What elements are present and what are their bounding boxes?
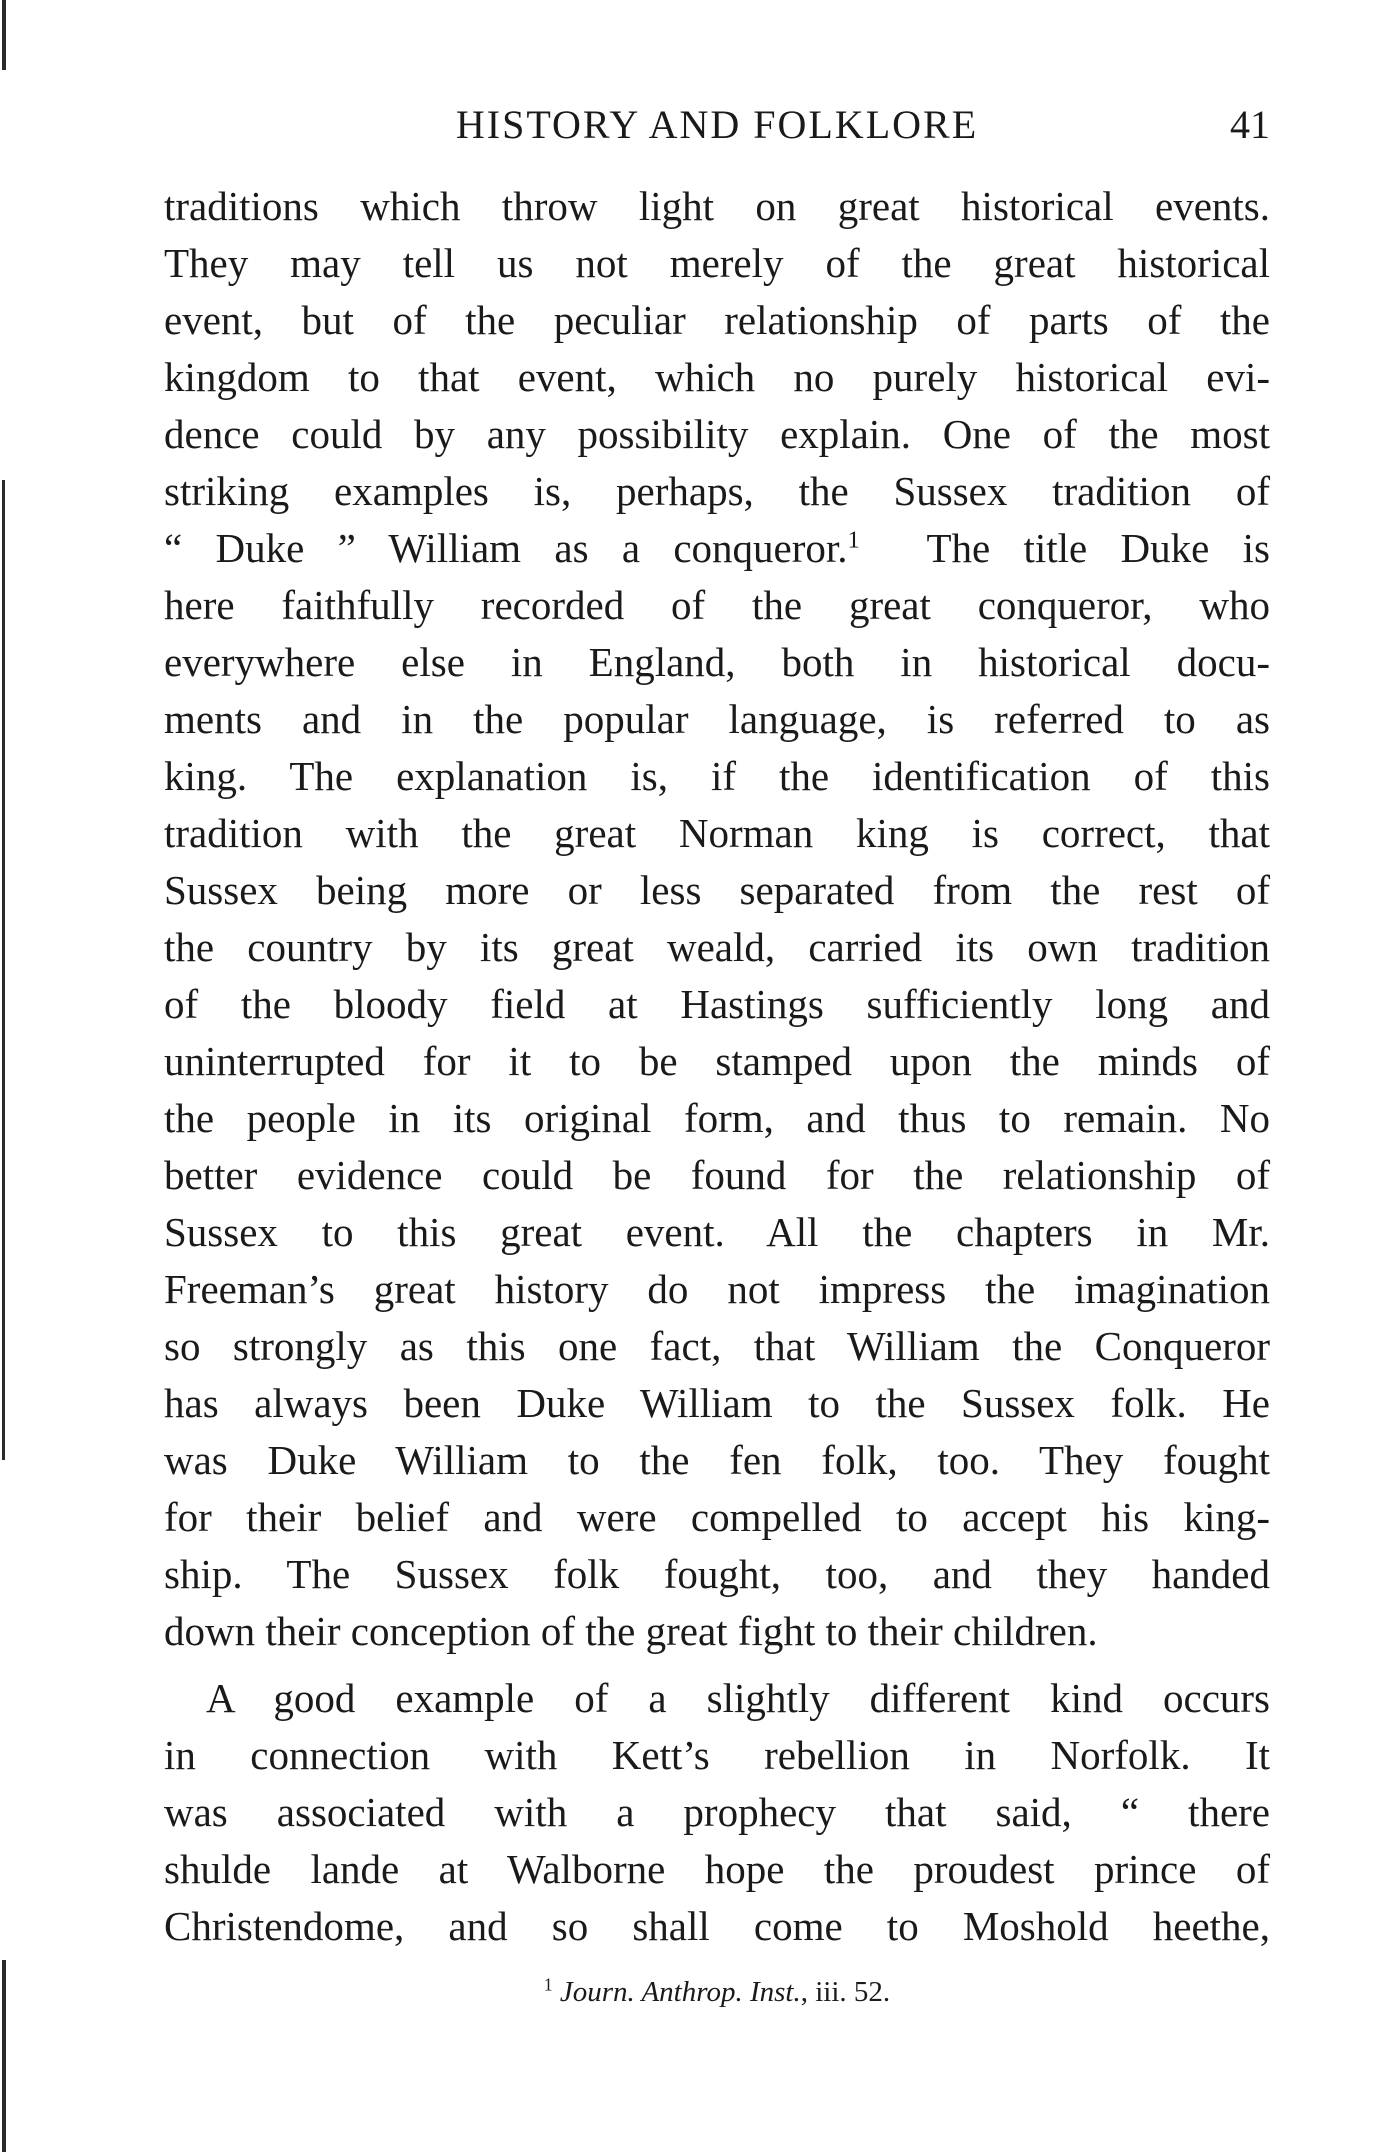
text-line: ments and in the popular language, is referred to as bbox=[164, 696, 1270, 742]
text-line: Christendome, and so shall come to Moshold heethe, bbox=[164, 1903, 1270, 1949]
text-line: A good example of a slightly different kind occurs bbox=[206, 1675, 1270, 1721]
text-line: of the bloody field at Hastings sufficiently long and bbox=[164, 981, 1270, 1027]
text-line: everywhere else in England, both in historical docu- bbox=[164, 639, 1270, 685]
paragraph-1 bbox=[164, 178, 1270, 1660]
footnote bbox=[164, 1972, 1270, 2012]
text-line: traditions which throw light on great historical events. bbox=[164, 183, 1270, 229]
binding-edge bbox=[0, 0, 14, 2152]
text-line: kingdom to that event, which no purely historical evi- bbox=[164, 354, 1270, 400]
body-text bbox=[164, 178, 1270, 1955]
text-line: better evidence could be found for the relationship of bbox=[164, 1152, 1270, 1198]
text-line: the people in its original form, and thus to remain. No bbox=[164, 1095, 1270, 1141]
footnote-citation: , iii. 52. bbox=[800, 1976, 891, 2008]
text-segment: “ Duke ” William as a conqueror. bbox=[164, 525, 848, 571]
text-line: Freeman’s great history do not impress the imagination bbox=[164, 1266, 1270, 1312]
text-line: Sussex to this great event. All the chapters in Mr. bbox=[164, 1209, 1270, 1255]
text-line: in connection with Kett’s rebellion in Norfolk. It bbox=[164, 1732, 1270, 1778]
binding-shadow-mid bbox=[2, 480, 5, 1460]
text-line-with-footnote-ref bbox=[164, 520, 1270, 577]
text-line: was associated with a prophecy that said, “ there bbox=[164, 1789, 1270, 1835]
text-line: king. The explanation is, if the identification of this bbox=[164, 753, 1270, 799]
footnote-reference: 1 bbox=[847, 526, 860, 554]
binding-shadow-top bbox=[2, 0, 6, 70]
text-line: down their conception of the great fight to their children. bbox=[164, 1608, 1098, 1654]
text-segment: The title Duke is bbox=[926, 525, 1270, 571]
running-title: HISTORY AND FOLKLORE bbox=[455, 102, 979, 147]
text-line: the country by its great weald, carried its own tradition bbox=[164, 924, 1270, 970]
footnote-source: Journ. Anthrop. Inst. bbox=[559, 1976, 801, 2008]
paragraph-2 bbox=[164, 1670, 1270, 1955]
text-line: was Duke William to the fen folk, too. They fought bbox=[164, 1437, 1270, 1483]
text-line: tradition with the great Norman king is correct, that bbox=[164, 810, 1270, 856]
text-line: has always been Duke William to the Sussex folk. He bbox=[164, 1380, 1270, 1426]
text-line: ship. The Sussex folk fought, too, and they handed bbox=[164, 1551, 1270, 1597]
text-line: They may tell us not merely of the great historical bbox=[164, 240, 1270, 286]
text-line: event, but of the peculiar relationship of parts of the bbox=[164, 297, 1270, 343]
paragraph-gap bbox=[164, 1660, 1270, 1670]
text-line: striking examples is, perhaps, the Sussex tradition of bbox=[164, 468, 1270, 514]
text-line: Sussex being more or less separated from the rest of bbox=[164, 867, 1270, 913]
text-line: for their belief and were compelled to accept his king- bbox=[164, 1494, 1270, 1540]
running-head bbox=[164, 100, 1270, 150]
page-number: 41 bbox=[1230, 102, 1270, 147]
binding-shadow-bottom bbox=[2, 1960, 6, 2152]
text-line: so strongly as this one fact, that William the Conqueror bbox=[164, 1323, 1270, 1369]
text-line: uninterrupted for it to be stamped upon the minds of bbox=[164, 1038, 1270, 1084]
footnote-marker: 1 bbox=[543, 1974, 553, 1995]
text-line: shulde lande at Walborne hope the proudest prince of bbox=[164, 1846, 1270, 1892]
text-line: dence could by any possibility explain. One of the most bbox=[164, 411, 1270, 457]
text-line: here faithfully recorded of the great conqueror, who bbox=[164, 582, 1270, 628]
